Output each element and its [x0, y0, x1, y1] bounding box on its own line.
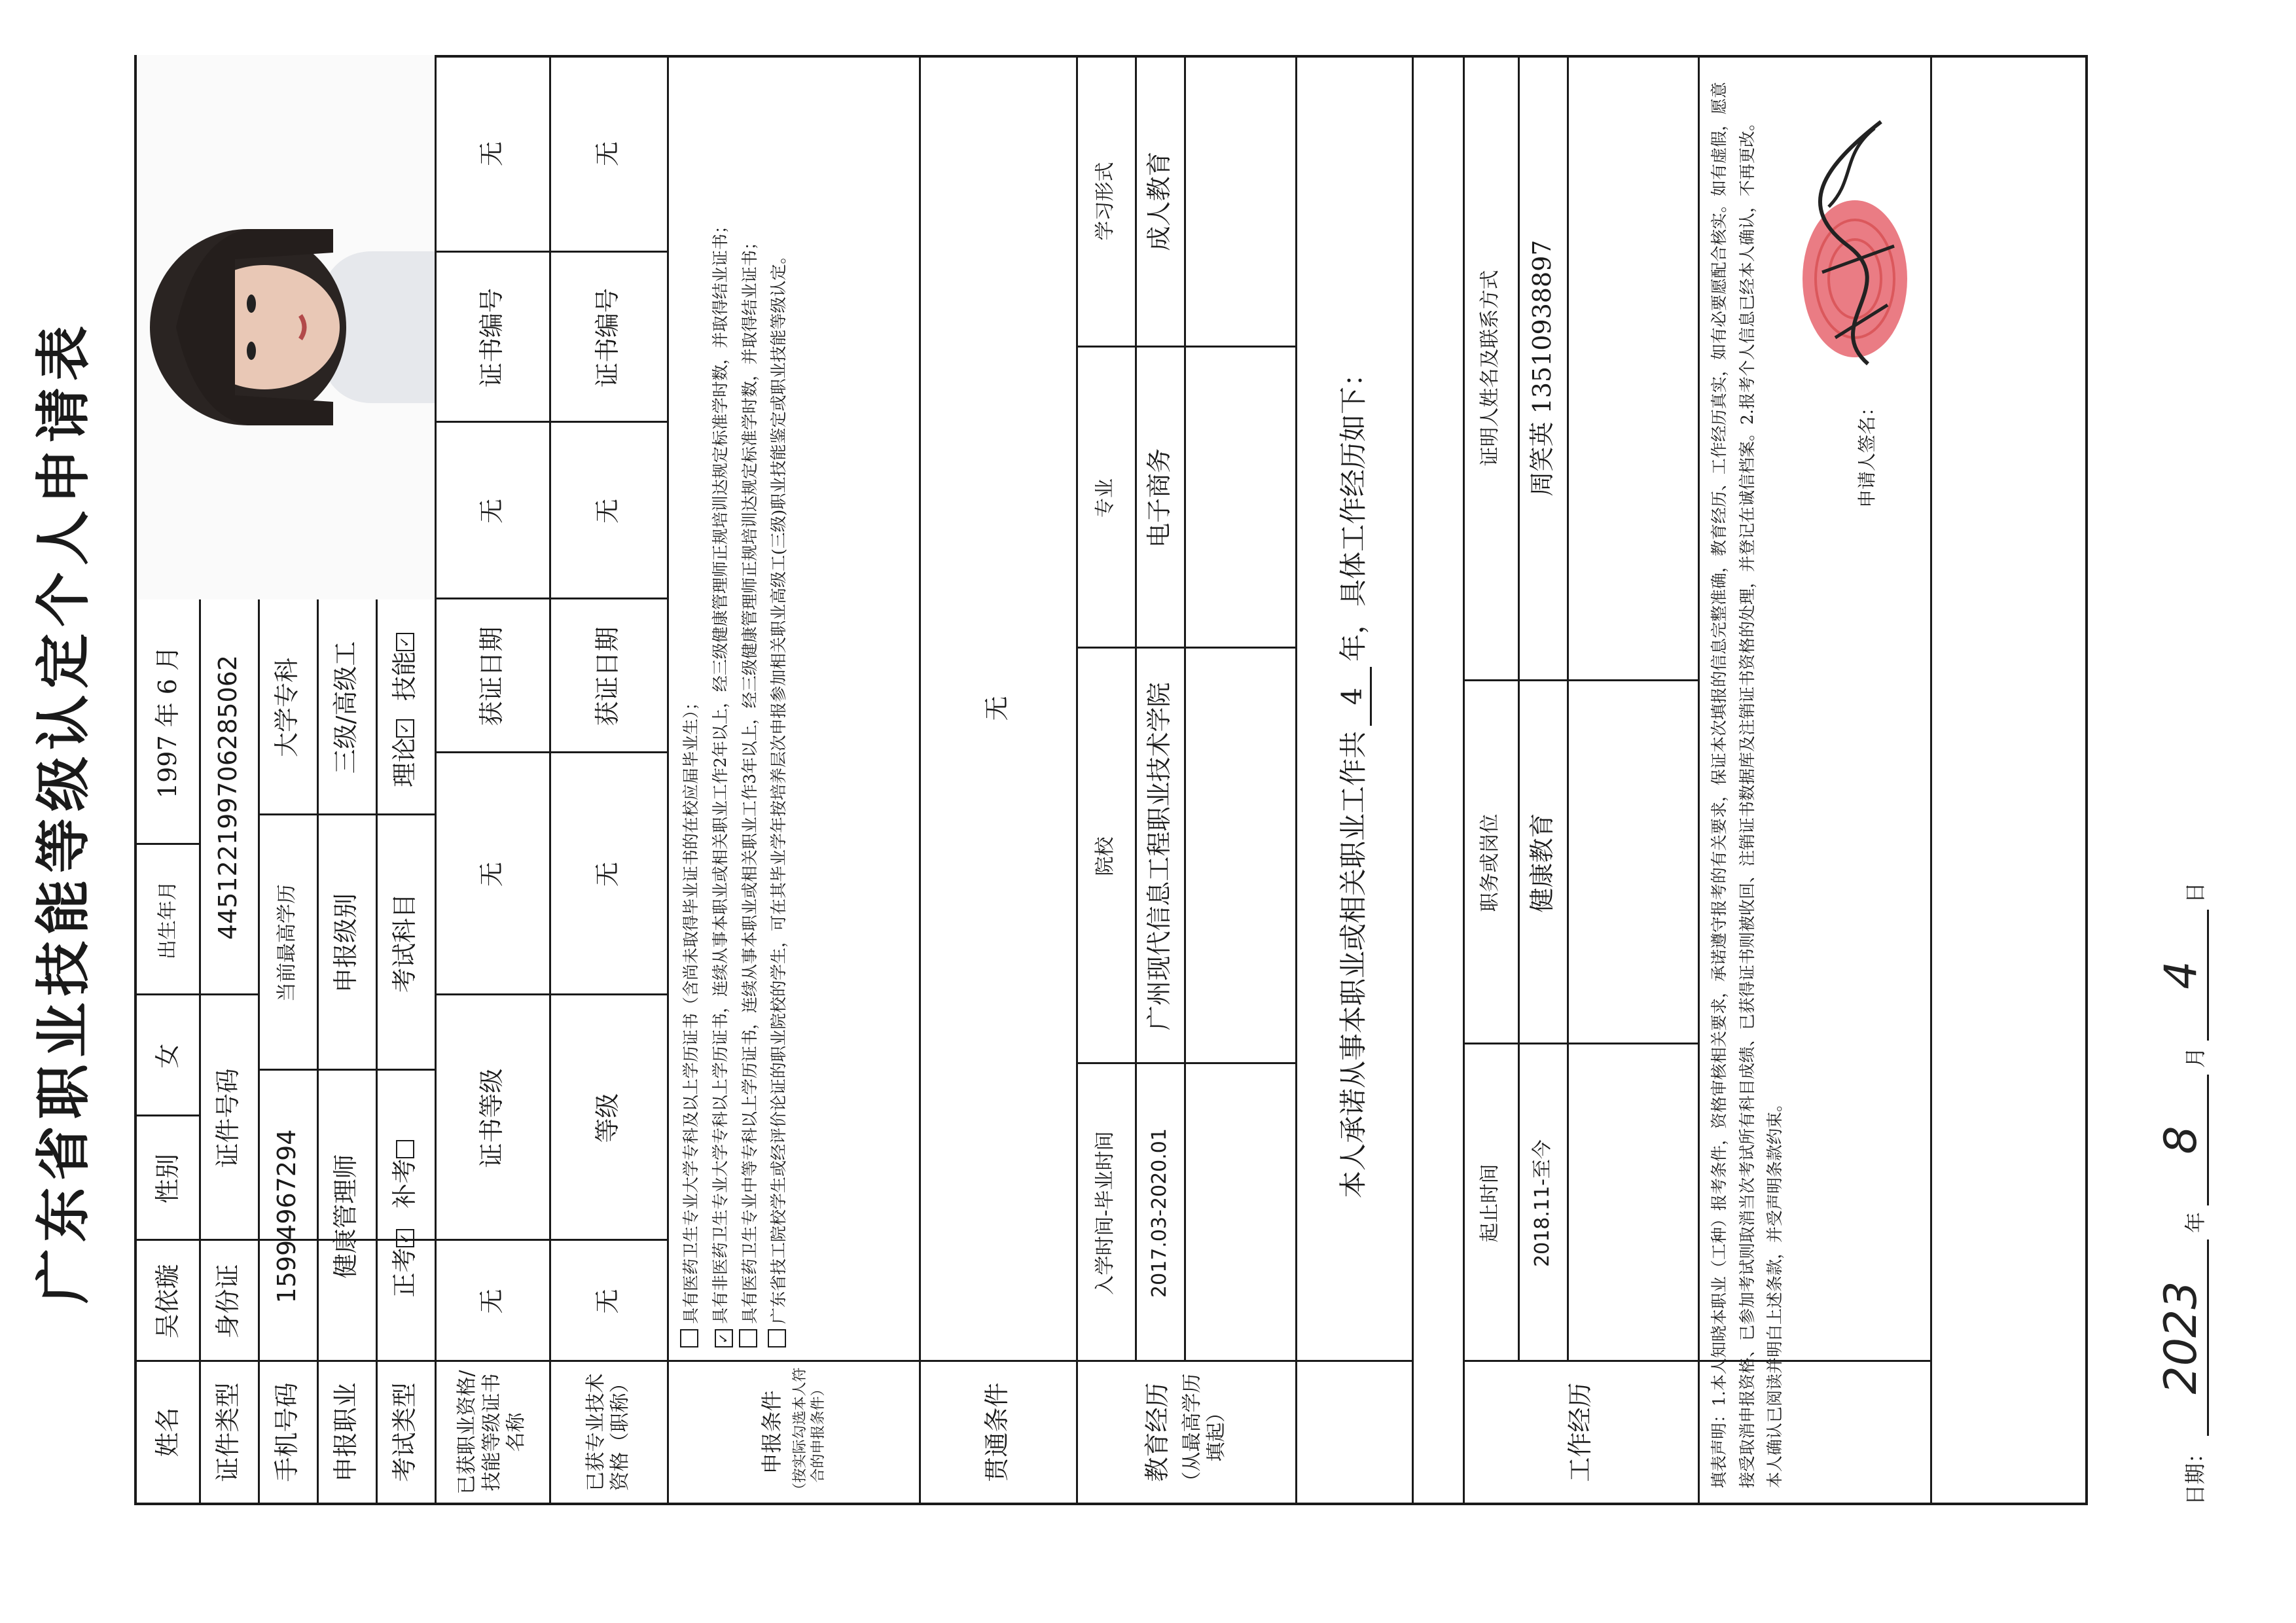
value-tech-level: 无 — [593, 862, 622, 887]
label-id-type: 证件类型 — [213, 1382, 243, 1482]
label-apply-conditions: 申报条件 — [759, 1390, 784, 1474]
subject-theory-checkbox[interactable]: ✓ — [396, 719, 414, 738]
label-phone: 手机号码 — [272, 1382, 302, 1482]
portrait-image — [137, 55, 435, 599]
condition-checkbox-2[interactable]: ✓ — [715, 1329, 733, 1347]
subject-theory-label: 理论 — [390, 738, 420, 788]
label-cert-date: 获证日期 — [476, 626, 506, 726]
value-gender: 女 — [152, 1043, 182, 1069]
exam-type-makeup-checkbox[interactable] — [396, 1140, 414, 1158]
value-cert-level: 无 — [476, 862, 506, 887]
work-row-period: 2018.11-至今 — [1530, 1139, 1554, 1267]
label-tech-obtained: 已获专业技术资格（职称） — [584, 1373, 632, 1491]
value-id-number: 445122199706285062 — [213, 654, 243, 940]
sign-label: 申请人签名： — [1856, 397, 1878, 508]
date-month-unit: 月 — [2183, 1046, 2208, 1068]
date-label: 日期： — [2183, 1442, 2208, 1505]
condition-checkbox-1[interactable] — [680, 1329, 698, 1347]
subject-skill-label: 技能 — [390, 651, 420, 701]
label-gender: 性别 — [152, 1154, 182, 1204]
label-apply-conditions-note: （按实际勾选本人符合的申报条件） — [792, 1367, 827, 1497]
label-apply-conditions-cell — [667, 1362, 919, 1503]
label-id-number: 证件号码 — [213, 1068, 243, 1168]
applicant-photo — [137, 55, 435, 599]
exam-type-options — [376, 1071, 435, 1362]
label-level: 申报级别 — [331, 893, 361, 993]
label-cert-obtained: 已获职业资格/技能等级证书名称 — [456, 1370, 528, 1495]
pledge-years: 4 — [1335, 667, 1372, 726]
label-edu-history: 教育经历 — [1143, 1382, 1172, 1482]
label-subjects: 考试科目 — [390, 893, 420, 993]
label-edu-history-cell — [1076, 1362, 1295, 1503]
subject-options — [376, 599, 435, 815]
date-line — [2124, 55, 2209, 1505]
condition-item-1: 具有医药卫生专业大学专科及以上学历证书（含尚未取得毕业证书的在校应届毕业生）； — [679, 69, 704, 1347]
exam-type-normal-checkbox[interactable]: ✓ — [396, 1230, 414, 1248]
value-cert-name: 无 — [476, 1289, 506, 1314]
declaration-confirm: 本人确认已阅读并明白上述条款，并受声明条款约束。 — [1765, 1095, 1784, 1488]
date-day-unit: 日 — [2183, 882, 2208, 903]
condition-checkbox-3[interactable] — [739, 1329, 757, 1347]
date-year: 2023 — [2155, 1240, 2209, 1436]
pledge-suffix: 年，具体工作经历如下： — [1336, 359, 1369, 662]
value-through-conditions: 无 — [982, 696, 1012, 721]
value-birth: 1997 年 6 月 — [152, 645, 182, 799]
exam-type-makeup-label: 补考 — [390, 1158, 420, 1209]
label-occupation: 申报职业 — [331, 1382, 361, 1482]
label-school: 院校 — [1094, 836, 1117, 876]
declaration-notes — [1698, 55, 1930, 1503]
label-position: 职务或岗位 — [1479, 813, 1502, 912]
value-name: 吴依璇 — [152, 1264, 182, 1339]
condition-item-3: 具有医药卫生专业中等专科以上学历证书，连续从事本职业或相关职业工作3年以上，经三级健康管理师正规培训达规定标准学时数，并取得结业证书； — [738, 69, 763, 1347]
value-phone: 15994967294 — [272, 1129, 302, 1304]
label-major: 专业 — [1094, 478, 1117, 518]
value-tech-no: 无 — [593, 141, 622, 167]
label-name: 姓名 — [152, 1407, 182, 1457]
label-cert-no: 证书编号 — [476, 288, 506, 388]
condition-item-2: ✓具有非医药卫生专业大学专科以上学历证书，连续从事本职业或相关职业工作2年以上，经三级健康管理师正规培训达规定标准学时数，并取得结业证书； — [708, 69, 734, 1347]
value-cert-no: 无 — [476, 141, 506, 167]
label-edu-history-note: （从最高学历填起） — [1180, 1373, 1229, 1491]
label-work-period: 起止时间 — [1479, 1164, 1502, 1243]
label-witness: 证明人姓名及联系方式 — [1479, 270, 1502, 467]
condition-checkbox-4[interactable] — [768, 1329, 786, 1347]
pledge-prefix: 本人承诺从事本职业或相关职业工作共 — [1336, 731, 1369, 1199]
label-education: 当前最高学历 — [276, 884, 299, 1002]
form-table — [134, 55, 2088, 1505]
value-education: 大学专科 — [272, 658, 302, 758]
label-enroll-period: 入学时间-毕业时间 — [1094, 1131, 1117, 1295]
fingerprint-image — [1796, 115, 1914, 377]
label-tech-no: 证书编号 — [593, 288, 622, 388]
label-exam-type: 考试类型 — [390, 1382, 420, 1482]
label-tech-level: 等级 — [593, 1093, 622, 1143]
edu-row-school: 广州现代信息工程职业技术学院 — [1144, 682, 1174, 1031]
date-month: 8 — [2155, 1075, 2209, 1205]
value-level: 三级/高级工 — [331, 641, 361, 774]
subject-skill-checkbox[interactable]: ✓ — [396, 633, 414, 651]
date-day: 4 — [2155, 910, 2209, 1041]
value-id-type: 身份证 — [213, 1264, 243, 1339]
condition-item-4: 广东省技工院校学生或经评价论证的职业院校的学生，可在其毕业学年按培养层次申报参加相关职业高级工(三级)职业技能鉴定或职业技能等级认定。 — [766, 69, 792, 1347]
work-row-witness: 周笑英 13510938897 — [1527, 240, 1556, 497]
edu-row-major: 电子商务 — [1144, 448, 1174, 548]
label-tech-date: 获证日期 — [593, 626, 622, 726]
pledge-line — [1295, 55, 1412, 1503]
date-year-unit: 年 — [2183, 1211, 2208, 1233]
label-through-conditions: 贯通条件 — [982, 1382, 1012, 1482]
form-title: 广东省职业技能等级认定个人申请表 — [31, 319, 96, 1304]
value-cert-date: 无 — [476, 499, 506, 524]
edu-row-form: 成人教育 — [1144, 151, 1174, 251]
value-tech-name: 无 — [593, 1289, 622, 1314]
label-birth: 出生年月 — [156, 881, 179, 959]
value-tech-date: 无 — [593, 499, 622, 524]
edu-row-period: 2017.03-2020.01 — [1147, 1128, 1171, 1298]
value-occupation: 健康管理师 — [331, 1154, 361, 1279]
work-row-position: 健康教育 — [1527, 813, 1556, 913]
exam-type-normal-label: 正考 — [390, 1247, 420, 1298]
label-study-form: 学习形式 — [1094, 162, 1117, 241]
label-cert-level: 证书等级 — [476, 1068, 506, 1168]
conditions-list — [667, 55, 919, 1362]
declaration-text: 填表声明：1.本人知晓本职业（工种）报考条件，资格审核相关要求，承诺遵守报考的有关要求，保证本次填报的信息完整准确，教育经历、工作经历真实，如有必要愿配合核实。如有虚假，愿意接受取消申报资格、已参加考试则取消当次考试所有科目成绩、已获得证书则被收回、注销证书数据库及注销证书资格的处理，并登记在诚信档案。2.报考个人信息已经本人确认，不再更改。 — [1710, 82, 1757, 1488]
signature-area — [1796, 115, 1923, 377]
label-work-history: 工作经历 — [1565, 1382, 1594, 1482]
